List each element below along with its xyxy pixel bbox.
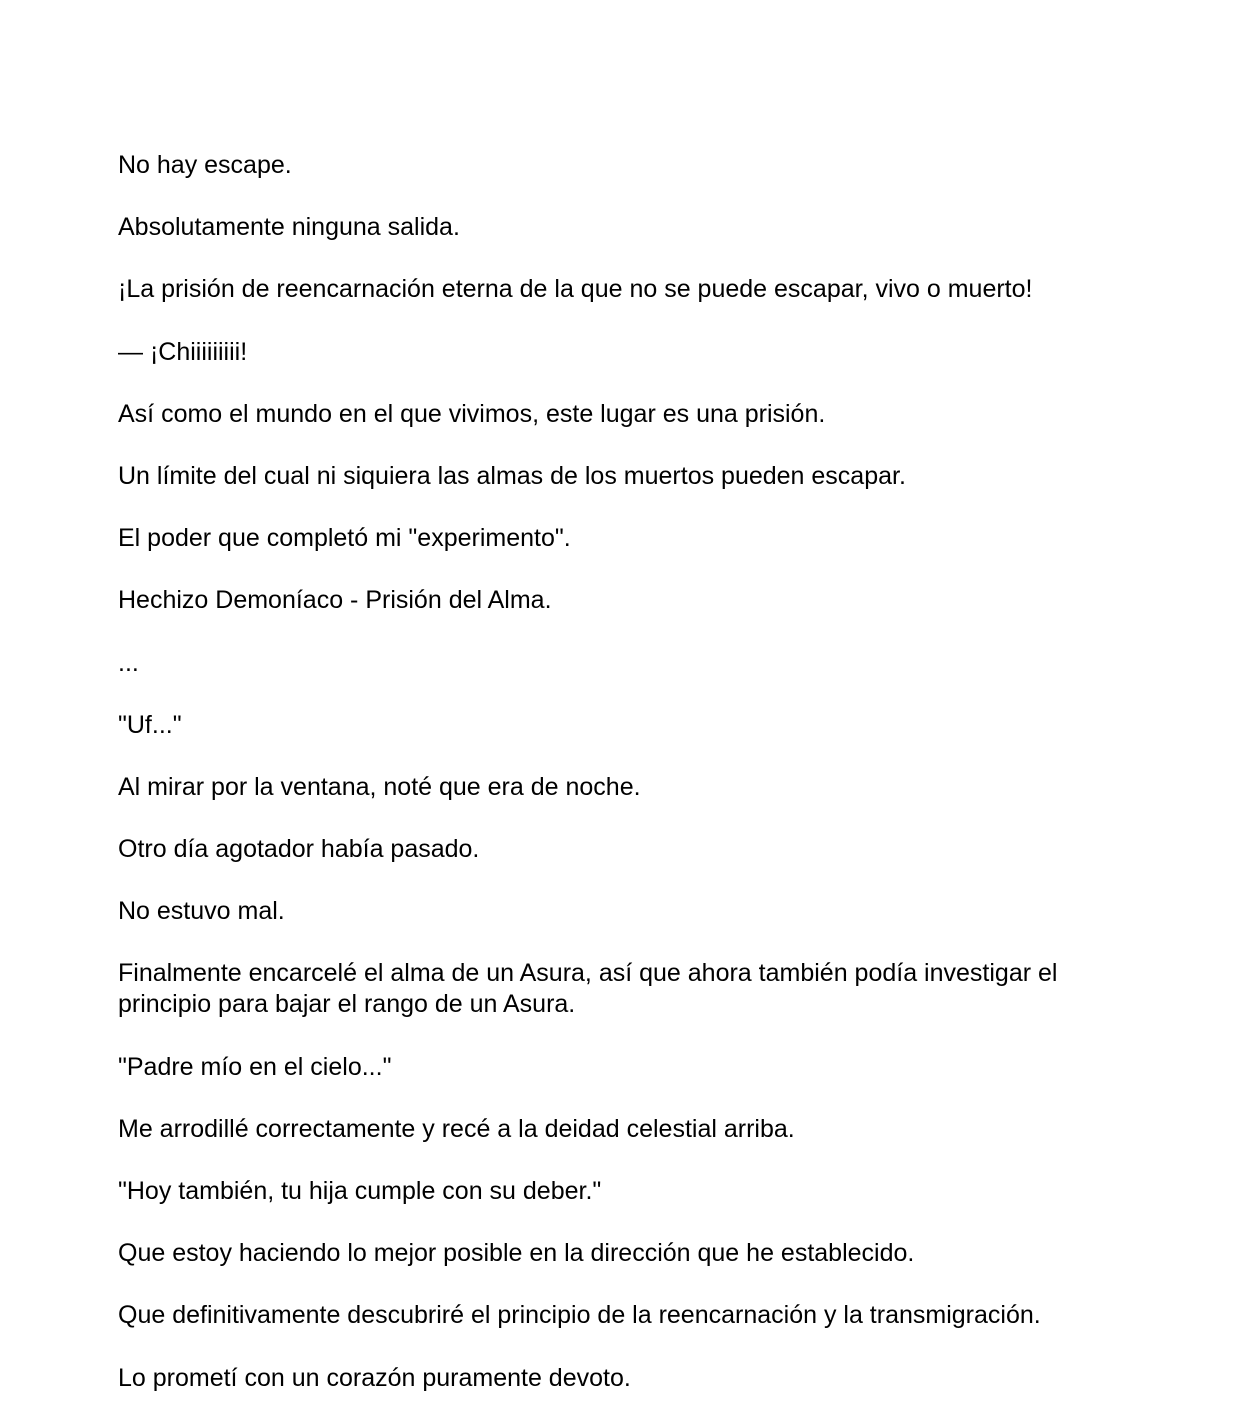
paragraph: Así como el mundo en el que vivimos, este lugar es una prisión. bbox=[118, 399, 826, 428]
paragraph: Hechizo Demoníaco - Prisión del Alma. bbox=[118, 586, 552, 615]
paragraph: Un límite del cual ni siquiera las almas de los muertos pueden escapar. bbox=[118, 461, 906, 490]
paragraph: El poder que completó mi "experimento". bbox=[118, 524, 571, 553]
paragraph: ¡La prisión de reencarnación eterna de la que no se puede escapar, vivo o muerto! bbox=[118, 275, 1033, 304]
paragraph: No estuvo mal. bbox=[118, 897, 285, 926]
paragraph: "Hoy también, tu hija cumple con su deber." bbox=[118, 1177, 602, 1205]
paragraph: Finalmente encarcelé el alma de un Asura, así que ahora también podía investigar el principio para bajar el rango de un Asura. bbox=[118, 959, 1058, 1019]
paragraph: Me arrodillé correctamente y recé a la deidad celestial arriba. bbox=[118, 1114, 795, 1143]
paragraph: No hay escape. bbox=[118, 151, 292, 179]
paragraph: "Padre mío en el cielo..." bbox=[118, 1052, 392, 1081]
paragraph: Que estoy haciendo lo mejor posible en la dirección que he establecido. bbox=[118, 1239, 915, 1268]
paragraph: Otro día agotador había pasado. bbox=[118, 835, 480, 864]
paragraph: Absolutamente ninguna salida. bbox=[118, 213, 460, 242]
paragraph: "Uf..." bbox=[118, 710, 182, 739]
paragraph: Que definitivamente descubriré el principio de la reencarnación y la transmigración. bbox=[118, 1301, 1041, 1330]
document-body bbox=[118, 150, 1128, 1425]
paragraph: — ¡Chiiiiiiiii! bbox=[118, 337, 248, 366]
paragraph: Lo prometí con un corazón puramente devoto. bbox=[118, 1363, 631, 1392]
paragraph: Al mirar por la ventana, noté que era de noche. bbox=[118, 772, 641, 801]
paragraph: ... bbox=[118, 648, 139, 677]
